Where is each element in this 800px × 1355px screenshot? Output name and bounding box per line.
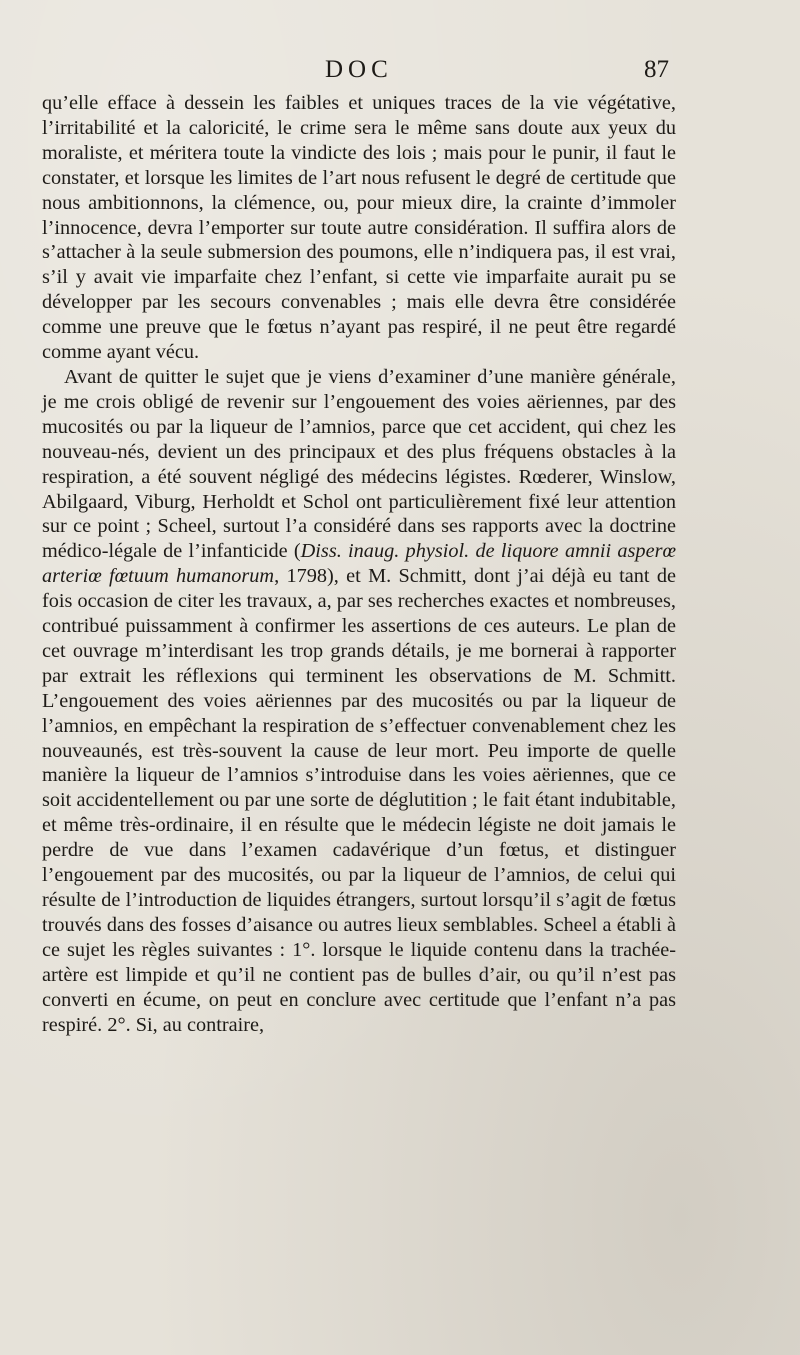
body-text <box>42 91 676 1037</box>
paragraph-text: Avant de quitter le sujet que je viens d’examiner d’une manière générale, je me crois obligé de revenir sur l’engouement des voies aëriennes, par des mucosités ou par la liqueur de l’amnios, parce que cet accident, qui chez les nouveau-nés, devient un des principaux et des plus fréquens obstacles à la respiration, a été souvent négligé des médecins légistes. Rœderer, Winslow, Abilgaard, Viburg, Herholdt et Schol ont particulièrement fixé leur attention sur ce point ; Scheel, surtout l’a considéré dans ses rapports avec la doctrine médico-légale de l’infanticide ( <box>42 365 676 563</box>
paragraph <box>42 91 676 365</box>
paragraph <box>42 365 676 1037</box>
page-number: 87 <box>644 56 669 83</box>
page-header <box>0 56 800 90</box>
paragraph-text: qu’elle efface à dessein les faibles et uniques traces de la vie végétative, l’irritabilité et la caloricité, le crime sera le même sans doute aux yeux du moraliste, et méritera toute la vindicte des lois ; mais pour le punir, il faut le constater, et lorsque les limites de l’art nous refusent le degré de certitude que nous ambitionnons, la clémence, ou, pour mieux dire, la crainte d’immoler l’innocence, devra l’emporter sur toute autre considération. Il suffira alors de s’attacher à la seule submersion des poumons, elle n’indiquera pas, il est vrai, s’il y avait vie imparfaite chez l’enfant, si cette vie imparfaite aurait pu se développer par les secours convenables ; mais elle devra être considérée comme une preuve que le fœtus n’ayant pas respiré, il ne peut être regardé comme ayant vécu. <box>42 92 676 364</box>
running-head: DOC <box>325 56 393 83</box>
citation-title: Diss. inaug. physiol. de liquore amnii asperœ arteriœ fœtuum humanorum <box>42 540 676 588</box>
paragraph-text: , 1798), et M. Schmitt, dont j’ai déjà eu tant de fois occasion de citer les travaux, a, par ses recherches exactes et nombreuses, contribué puissamment à confirmer les assertions de ces auteurs. Le plan de cet ouvrage m’interdisant les trop grands détails, je me bornerai à rapporter par extrait les réflexions qui terminent les observations de M. Schmitt. L’engouement des voies aëriennes par des mucosités ou par la liqueur de l’amnios, en empêchant la respiration de s’effectuer convenablement chez les nouveaunés, est très-souvent la cause de leur mort. Peu importe de quelle manière la liqueur de l’amnios s’introduise dans les voies aëriennes, que ce soit accidentellement ou par une sorte de déglutition ; le fait étant indubitable, et même très-ordinaire, il en résulte que le médecin légiste ne doit jamais le perdre de vue dans l’examen cadavérique d’un fœtus, et distinguer l’engouement par des mucosités, ou par la liqueur de l’amnios, de celui qui résulte de l’introduction de liquides étrangers, surtout lorsqu’il s’agit de fœtus trouvés dans des fosses d’aisance ou autres lieux semblables. Scheel a établi à ce sujet les règles suivantes : 1°. lorsque le liquide contenu dans la trachée-artère est limpide et qu’il ne contient pas de bulles d’air, ou qu’il n’est pas converti en écume, on peut en conclure avec certitude que l’enfant n’a pas respiré. 2°. Si, au contraire, <box>42 565 676 1036</box>
